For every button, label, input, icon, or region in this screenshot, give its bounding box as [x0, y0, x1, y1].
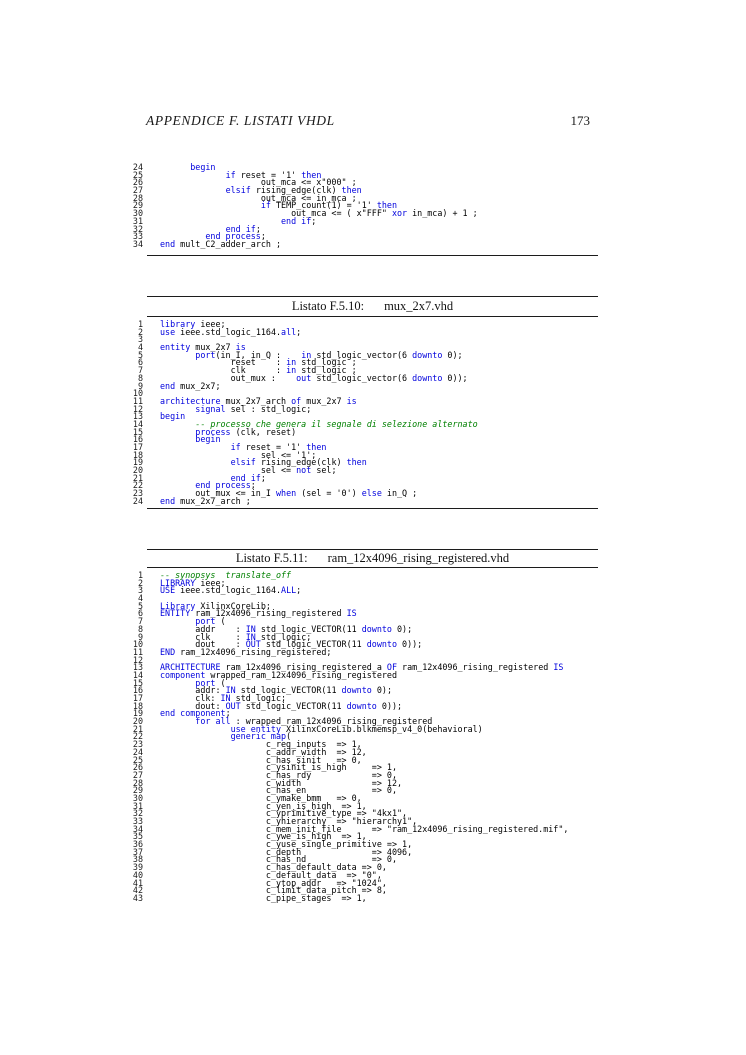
line-number: 36: [132, 839, 143, 850]
code-text: -- processo che genera il segnale di selezione alternato: [195, 418, 478, 429]
line-number: 5: [137, 600, 143, 611]
line-number: 4: [137, 593, 143, 604]
code-text: c_has_en => 0,: [160, 785, 397, 796]
line-number: 1: [137, 570, 143, 580]
code-text: out_mca <= x"000" ;: [160, 177, 357, 188]
line-number: 37: [132, 846, 143, 857]
line-number: 33: [132, 816, 143, 826]
line-number: 20: [132, 465, 143, 476]
line-number: 18: [132, 700, 143, 711]
code-text: Library XilinxCoreLib;: [160, 600, 271, 611]
line-number: 9: [137, 380, 143, 391]
code-text: library ieee;: [160, 319, 226, 329]
line-number: 43: [132, 892, 143, 903]
code-text: for all : wrapped_ram_12x4096_rising_registered: [195, 716, 433, 727]
line-number: 6: [137, 608, 143, 619]
line-number: 29: [132, 785, 143, 796]
line-number: 17: [132, 693, 143, 703]
code-text: addr: IN std_logic_VECTOR(11 downto 0);: [160, 685, 392, 696]
code-text: c_has_sinit => 0,: [160, 754, 362, 765]
horizontal-rule: [147, 508, 598, 509]
code-text: if reset = '1' then: [230, 442, 327, 452]
code-text: c_depth => 4096,: [160, 846, 413, 857]
line-number: 22: [132, 480, 143, 491]
code-text: addr : IN std_logic_VECTOR(11 downto 0);: [160, 623, 413, 634]
code-text: entity mux_2x7 is: [160, 342, 246, 353]
line-number: 41: [132, 877, 143, 888]
caption-label: Listato F.5.11:: [235, 551, 308, 565]
code-text: c_limit_data_pitch => 8,: [160, 885, 387, 896]
code-text: end if;: [281, 215, 317, 226]
code-text: ARCHITECTURE ram_12x4096_rising_registered_a OF ram_12x4096_rising_registered IS: [160, 662, 564, 673]
line-number: 24: [132, 746, 143, 757]
caption-label: Listato F.5.10:: [291, 299, 365, 313]
code-text: c_ysinit_is_high => 1,: [160, 762, 397, 773]
line-number: 30: [132, 792, 143, 803]
code-line: [133, 380, 603, 391]
code-text: end mux_2x7;: [160, 380, 221, 391]
code-text: c_yhierarchy => "hierarchy1",: [160, 816, 418, 826]
line-number: 10: [132, 388, 143, 399]
line-number: 3: [137, 585, 143, 596]
code-text: c_yprimitive_type => "4kx1",: [160, 808, 408, 819]
line-number: 32: [132, 223, 143, 234]
code-line: [133, 587, 603, 595]
line-number: 35: [132, 831, 143, 842]
horizontal-rule: [147, 255, 598, 256]
code-text: out_mca <= in_mca ;: [160, 192, 357, 203]
line-number: 9: [137, 631, 143, 642]
line-number: 25: [132, 169, 143, 180]
code-line: [132, 403, 603, 414]
code-text: clk: IN std_logic;: [160, 693, 287, 703]
code-text: end if;: [230, 472, 266, 483]
code-line: [132, 238, 603, 249]
code-text: LIBRARY ieee;: [160, 577, 226, 588]
line-number: 33: [132, 231, 143, 242]
line-number: 31: [132, 800, 143, 811]
line-number: 12: [132, 654, 143, 665]
code-text: reset : in std_logic ;: [160, 357, 357, 368]
line-number: 8: [137, 623, 143, 634]
line-number: 34: [132, 238, 143, 249]
code-listing-mult-c2-adder: [133, 164, 603, 249]
code-text: dout: OUT std_logic_VECTOR(11 downto 0));: [160, 700, 403, 711]
code-text: begin: [160, 411, 186, 422]
caption-filename: ram_12x4096_rising_registered.vhd: [327, 551, 510, 565]
line-number: 13: [132, 411, 143, 422]
code-text: elsif rising_edge(clk) then: [225, 185, 362, 196]
line-number: 16: [132, 685, 143, 696]
line-number: 1: [137, 319, 143, 329]
line-number: 13: [132, 662, 143, 673]
code-text: c_ytop_addr => "1024",: [160, 877, 387, 888]
line-number: 30: [132, 208, 143, 219]
code-text: clk : IN std_logic;: [160, 631, 312, 642]
line-number: 4: [137, 342, 143, 353]
line-number: 38: [132, 854, 143, 865]
line-number: 26: [132, 762, 143, 773]
line-number: 11: [132, 395, 143, 406]
line-number: 19: [132, 457, 143, 468]
line-number: 28: [132, 777, 143, 788]
code-line: [132, 892, 603, 903]
code-text: elsif rising_edge(clk) then: [230, 457, 367, 468]
code-text: signal sel : std_logic;: [195, 403, 312, 414]
line-number: 8: [137, 372, 143, 383]
line-number: 14: [132, 418, 143, 429]
caption-filename: mux_2x7.vhd: [384, 299, 454, 313]
code-text: component wrapped_ram_12x4096_rising_registered: [160, 669, 397, 680]
code-text: -- synopsys translate_off: [160, 570, 292, 580]
code-text: port(in_I, in_Q : in std_logic_vector(6 downto 0);: [195, 349, 463, 360]
line-number: 2: [137, 326, 143, 337]
line-number: 21: [132, 472, 143, 483]
code-text: begin: [190, 162, 216, 172]
line-number: 7: [137, 616, 143, 627]
code-text: c_has_rdy => 0,: [160, 769, 397, 780]
line-number: 18: [132, 449, 143, 460]
code-text: USE ieee.std_logic_1164.ALL;: [160, 585, 302, 596]
code-line: [133, 326, 603, 337]
line-number: 14: [132, 669, 143, 680]
code-text: c_reg_inputs => 1,: [160, 739, 362, 750]
code-text: ENTITY ram_12x4096_rising_registered IS: [160, 608, 357, 619]
line-number: 15: [132, 677, 143, 688]
page-title: APPENDICE F. LISTATI VHDL: [146, 113, 335, 128]
line-number: 32: [132, 808, 143, 819]
code-text: begin: [195, 434, 221, 445]
code-text: use ieee.std_logic_1164.all;: [160, 326, 302, 337]
line-number: 20: [132, 716, 143, 727]
line-number: 16: [132, 434, 143, 445]
code-text: END ram_12x4096_rising_registered;: [160, 646, 332, 657]
line-number: 24: [132, 495, 143, 506]
code-text: port (: [195, 677, 226, 688]
line-number: 7: [137, 365, 143, 376]
code-listing-ram-12x4096: [133, 572, 603, 903]
line-number: 24: [132, 162, 143, 172]
code-text: if reset = '1' then: [225, 169, 322, 180]
line-number: 3: [137, 334, 143, 345]
line-number: 11: [132, 646, 143, 657]
code-text: dout : OUT std_logic_VECTOR(11 downto 0));: [160, 639, 423, 650]
line-number: 10: [132, 639, 143, 650]
code-text: process (clk, reset): [195, 426, 297, 437]
code-text: port (: [195, 616, 226, 627]
code-text: sel <= '1';: [160, 449, 317, 460]
listing-caption-f510: [147, 296, 598, 317]
page-number: 173: [570, 113, 590, 128]
running-header: [146, 113, 598, 130]
code-text: c_ywe_is_high => 1,: [160, 831, 367, 842]
line-number: 2: [137, 577, 143, 588]
code-text: c_mem_init_file => "ram_12x4096_rising_registered.mif",: [160, 823, 569, 834]
code-text: end mult_C2_adder_arch ;: [160, 238, 282, 249]
line-number: 34: [132, 823, 143, 834]
code-text: end component;: [160, 708, 231, 719]
code-text: sel <= not sel;: [160, 465, 337, 476]
code-text: c_has_default_data => 0,: [160, 862, 387, 873]
code-text: out_mux : out std_logic_vector(6 downto 0));: [160, 372, 468, 383]
line-number: 15: [132, 426, 143, 437]
line-number: 6: [137, 357, 143, 368]
code-text: c_has_nd => 0,: [160, 854, 397, 865]
line-number: 23: [132, 488, 143, 499]
code-text: end process;: [195, 480, 256, 491]
line-number: 17: [132, 442, 143, 452]
line-number: 39: [132, 862, 143, 873]
code-text: architecture mux_2x7_arch of mux_2x7 is: [160, 395, 357, 406]
code-text: c_default_data => "0",: [160, 869, 382, 880]
code-text: end mux_2x7_arch ;: [160, 495, 251, 506]
code-listing-mux-2x7: [133, 321, 603, 506]
code-text: generic map(: [230, 731, 292, 742]
code-text: c_ymake_bmm => 0,: [160, 792, 362, 803]
code-text: if TEMP_count(1) = '1' then: [260, 200, 397, 211]
code-line: [132, 495, 603, 506]
code-text: c_addr_width => 12,: [160, 746, 367, 757]
line-number: 22: [132, 731, 143, 742]
line-number: 28: [132, 192, 143, 203]
code-text: c_yuse_single_primitive => 1,: [160, 839, 413, 850]
line-number: 31: [132, 215, 143, 226]
code-line: [132, 646, 603, 657]
line-number: 5: [137, 349, 143, 360]
code-text: c_pipe_stages => 1,: [160, 892, 367, 903]
line-number: 29: [132, 200, 143, 211]
line-number: 12: [132, 403, 143, 414]
code-text: use entity XilinxCoreLib.blkmemsp_v4_0(behavioral): [230, 723, 483, 734]
line-number: 21: [132, 723, 143, 734]
line-number: 27: [132, 185, 143, 196]
line-number: 40: [132, 869, 143, 880]
code-text: c_width => 12,: [160, 777, 403, 788]
line-number: 19: [132, 708, 143, 719]
listing-caption-f511: [147, 549, 598, 568]
code-text: out_mux <= in_I when (sel = '0') else in_Q ;: [160, 488, 418, 499]
code-text: c_yen_is_high => 1,: [160, 800, 367, 811]
line-number: 42: [132, 885, 143, 896]
line-number: 25: [132, 754, 143, 765]
line-number: 27: [132, 769, 143, 780]
line-number: 26: [132, 177, 143, 188]
code-text: end if;: [225, 223, 261, 234]
line-number: 23: [132, 739, 143, 750]
code-text: clk : in std_logic ;: [160, 365, 357, 376]
code-text: out_mca <= ( x"FFF" xor in_mca) + 1 ;: [160, 208, 478, 219]
code-text: end process;: [205, 231, 266, 242]
